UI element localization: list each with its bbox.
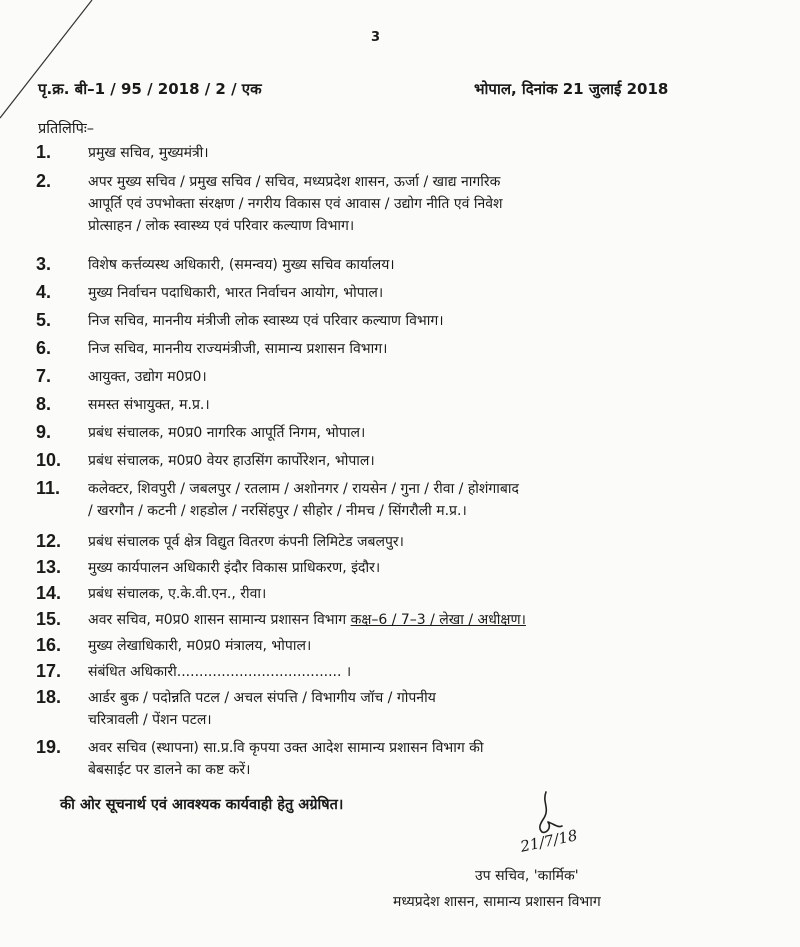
page-number: 3 xyxy=(371,30,381,45)
item-number: 9. xyxy=(36,422,52,442)
list-item xyxy=(0,531,800,557)
item-number: 16. xyxy=(36,635,62,655)
item-number: 1. xyxy=(36,142,52,162)
list-item xyxy=(0,661,800,687)
item-text: प्रबंध संचालक पूर्व क्षेत्र विद्युत वितरण कंपनी लिमिटेड जबलपुर। xyxy=(88,534,404,550)
list-item xyxy=(0,394,800,422)
item-number: 6. xyxy=(36,338,52,358)
item-text: संबंधित अधिकारी..................................... । xyxy=(88,664,352,680)
list-item xyxy=(0,422,800,450)
item-text: मुख्य कार्यपालन अधिकारी इंदौर विकास प्राधिकरण, इंदौर। xyxy=(88,560,381,576)
recipient-list xyxy=(0,142,800,787)
item-text: मुख्य निर्वाचन पदाधिकारी, भारत निर्वाचन आयोग, भोपाल। xyxy=(88,285,384,301)
item-number: 12. xyxy=(36,531,62,551)
list-item xyxy=(0,254,800,282)
item-text: निज सचिव, माननीय राज्यमंत्रीजी, सामान्य प्रशासन विभाग। xyxy=(88,341,388,357)
list-item xyxy=(0,366,800,394)
item-text-main: अवर सचिव, म0प्र0 शासन सामान्य प्रशासन विभाग xyxy=(88,612,351,628)
item-number: 2. xyxy=(36,171,52,191)
list-item xyxy=(0,338,800,366)
signatory-designation: उप सचिव, 'कार्मिक' xyxy=(475,868,579,884)
document-date: भोपाल, दिनांक 21 जुलाई 2018 xyxy=(474,80,669,98)
list-item xyxy=(0,310,800,338)
signatory-department: मध्यप्रदेश शासन, सामान्य प्रशासन विभाग xyxy=(393,894,601,910)
item-text: प्रबंध संचालक, ए.के.वी.एन., रीवा। xyxy=(88,586,267,602)
copy-to-label: प्रतिलिपिः– xyxy=(38,121,95,137)
list-item xyxy=(0,171,800,254)
item-number: 19. xyxy=(36,737,62,757)
item-number: 13. xyxy=(36,557,62,577)
item-number: 14. xyxy=(36,583,62,603)
item-number: 8. xyxy=(36,394,52,414)
item-number: 3. xyxy=(36,254,52,274)
list-item xyxy=(0,142,800,171)
item-text: समस्त संभायुक्त, म.प्र.। xyxy=(88,397,210,413)
item-text xyxy=(88,609,698,631)
item-number: 15. xyxy=(36,609,62,629)
list-item xyxy=(0,609,800,635)
list-item xyxy=(0,737,800,787)
item-text: आयुक्त, उद्योग म0प्र0। xyxy=(88,369,207,385)
list-item xyxy=(0,583,800,609)
item-text: प्रमुख सचिव, मुख्यमंत्री। xyxy=(88,145,209,161)
item-text: आर्डर बुक / पदोन्नति पटल / अचल संपत्ति / विभागीय जॉच / गोपनीय चरित्रावली / पेंशन पटल। xyxy=(88,690,436,728)
item-number: 10. xyxy=(36,450,62,470)
list-item xyxy=(0,557,800,583)
closing-line: की ओर सूचनार्थ एवं आवश्यक कार्यवाही हेतु अग्रेषित। xyxy=(60,797,344,813)
item-text: प्रबंध संचालक, म0प्र0 वेयर हाउसिंग कार्पोरेशन, भोपाल। xyxy=(88,453,375,469)
item-number: 4. xyxy=(36,282,52,302)
item-text: कलेक्टर, शिवपुरी / जबलपुर / रतलाम / अशोनगर / रायसेन / गुना / रीवा / होशंगाबाद / खरगौन / कटनी / शहडोल / नरसिंहपुर / सीहोर / नीमच / सिंगरौली म.प्र.। xyxy=(88,481,519,519)
item-number: 5. xyxy=(36,310,52,330)
list-item xyxy=(0,687,800,737)
item-text: प्रबंध संचालक, म0प्र0 नागरिक आपूर्ति निगम, भोपाल। xyxy=(88,425,366,441)
list-item xyxy=(0,478,800,531)
item-number: 18. xyxy=(36,687,62,707)
item-number: 17. xyxy=(36,661,62,681)
item-text: विशेष कर्त्तव्यस्थ अधिकारी, (समन्वय) मुख्य सचिव कार्यालय। xyxy=(88,257,395,273)
item-number: 11. xyxy=(36,478,61,498)
item-text: अपर मुख्य सचिव / प्रमुख सचिव / सचिव, मध्यप्रदेश शासन, ऊर्जा / खाद्य नागरिक आपूर्ति एवं उपभोक्ता संरक्षण / नगरीय विकास एवं आवास / उद्योग नीति एवं निवेश प्रोत्साहन / लोक स्वास्थ्य एवं परिवार कल्याण विभाग। xyxy=(88,174,503,234)
list-item xyxy=(0,635,800,661)
reference-number: पृ.क्र. बी–1 / 95 / 2018 / 2 / एक xyxy=(38,80,262,98)
item-number: 7. xyxy=(36,366,52,386)
item-text: निज सचिव, माननीय मंत्रीजी लोक स्वास्थ्य एवं परिवार कल्याण विभाग। xyxy=(88,313,444,329)
list-item xyxy=(0,450,800,478)
list-item xyxy=(0,282,800,310)
item-text: मुख्य लेखाधिकारी, म0प्र0 मंत्रालय, भोपाल। xyxy=(88,638,312,654)
signature-date: 21/7/18 xyxy=(518,826,580,856)
item-text: अवर सचिव (स्थापना) सा.प्र.वि कृपया उक्त आदेश सामान्य प्रशासन विभाग की बेबसाईट पर डालने का कष्ट करें। xyxy=(88,740,484,778)
item-text-underlined: कक्ष–6 / 7–3 / लेखा / अधीक्षण। xyxy=(350,612,526,628)
